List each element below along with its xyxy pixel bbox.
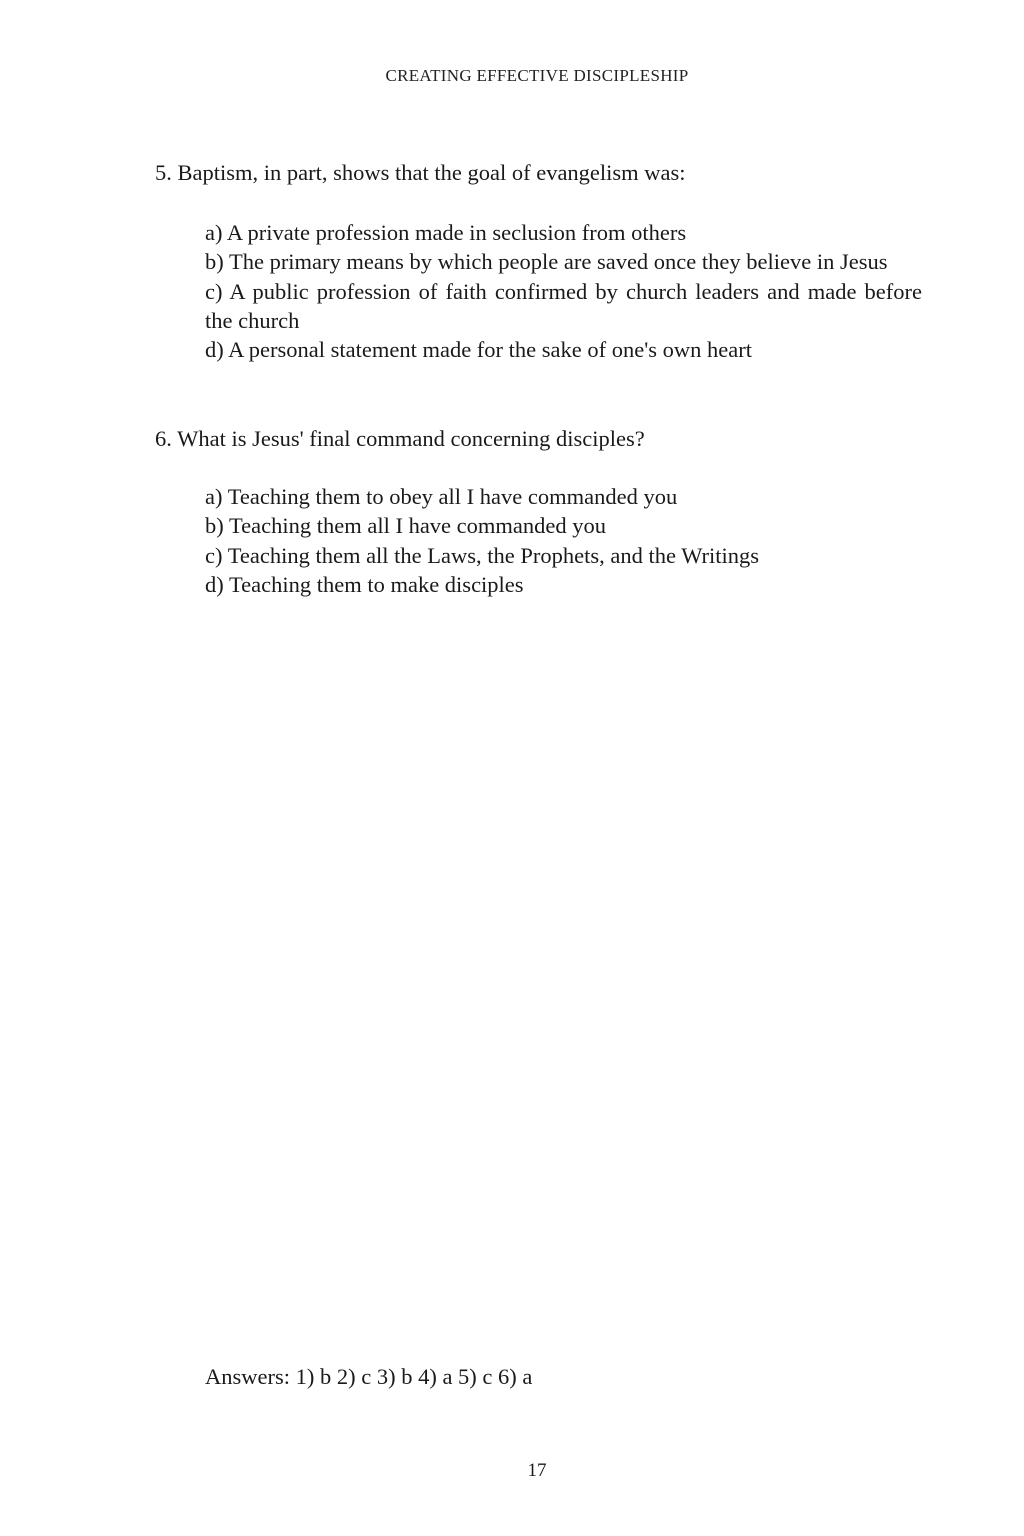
option-a: a) Teaching them to obey all I have commanded you xyxy=(205,484,678,509)
question-6: 6. What is Jesus' final command concerning disciples? xyxy=(155,426,645,451)
option-a: a) A private profession made in seclusion from others xyxy=(205,220,687,245)
option-d: d) A personal statement made for the sake of one's own heart xyxy=(205,337,753,363)
option-b: b) The primary means by which people are saved once they believe in Jesus xyxy=(205,249,888,275)
answer-key: Answers: 1) b 2) c 3) b 4) a 5) c 6) a xyxy=(205,1364,533,1389)
question-6-options xyxy=(205,482,922,599)
option-c: c) A public profession of faith confirmed by church leaders and made before the church xyxy=(205,278,922,333)
question-5-options xyxy=(205,218,922,364)
option-d: d) Teaching them to make disciples xyxy=(205,571,524,597)
page-number: 17 xyxy=(527,1460,547,1481)
running-head: CREATING EFFECTIVE DISCIPLESHIP xyxy=(385,66,689,85)
option-c: c) Teaching them all the Laws, the Prophets, and the Writings xyxy=(205,542,760,568)
option-b: b) Teaching them all I have commanded you xyxy=(205,513,607,539)
question-5: 5. Baptism, in part, shows that the goal of evangelism was: xyxy=(155,160,686,185)
